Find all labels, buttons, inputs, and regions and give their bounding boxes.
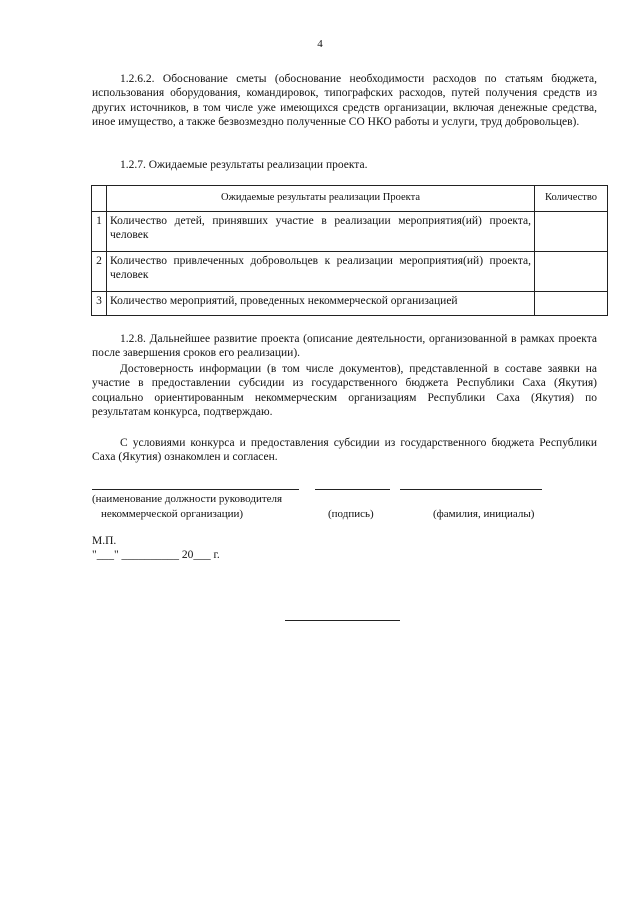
name-caption: (фамилия, инициалы) (433, 508, 535, 520)
section-1-2-7: 1.2.7. Ожидаемые результаты реализации проекта. (120, 159, 368, 171)
section-1-2-8: 1.2.8. Дальнейшее развитие проекта (описание деятельности, организованной в рамках проекта после завершения сроков его реализации). (92, 333, 597, 360)
name-line (400, 489, 542, 490)
position-caption-line2: некоммерческой организации) (101, 508, 244, 520)
row-text: Количество привлеченных добровольцев к реализации мероприятия(ий) проекта, человек (107, 252, 535, 292)
position-line (92, 489, 299, 490)
end-separator (285, 620, 400, 621)
table-header-row (92, 186, 608, 212)
date-line: "___" __________ 20___ г. (92, 549, 220, 561)
table-row (92, 252, 608, 292)
stamp-label: М.П. (92, 535, 117, 547)
results-table (91, 185, 608, 316)
table-row (92, 212, 608, 252)
table-row (92, 292, 608, 316)
row-quantity (535, 252, 608, 292)
header-results: Ожидаемые результаты реализации Проекта (107, 186, 535, 212)
position-caption-line1: (наименование должности руководителя (92, 493, 283, 505)
section-1-2-6-2: 1.2.6.2. Обоснование сметы (обоснование необходимости расходов по статьям бюджета, использования оборудования, командировок, типографских расходов, путей получения средств из других источников, в том числе уже имеющихся средств организации, включая денежные средства, иное имущество, а также безвозмездно полученные СО НКО работы и услуги, труд добровольцев). (92, 73, 597, 129)
page-number: 4 (317, 38, 323, 50)
header-num-cell (92, 186, 107, 212)
row-number: 2 (92, 252, 107, 292)
row-text: Количество детей, принявших участие в реализации мероприятия(ий) проекта, человек (107, 212, 535, 252)
reliability-statement: Достоверность информации (в том числе документов), представленной в составе заявки на участие в предоставлении субсидии из государственного бюджета Республики Саха (Якутия) социально ориентированным некоммерческим организациям Республики Саха (Якутия) по результатам конкурса, подтверждаю. (92, 363, 597, 419)
header-quantity: Количество (535, 186, 608, 212)
row-text: Количество мероприятий, проведенных некоммерческой организацией (107, 292, 535, 316)
agreement-statement: С условиями конкурса и предоставления субсидии из государственного бюджета Республики Саха (Якутия) ознакомлен и согласен. (92, 437, 597, 464)
row-quantity (535, 212, 608, 252)
signature-line (315, 489, 390, 490)
row-quantity (535, 292, 608, 316)
row-number: 1 (92, 212, 107, 252)
signature-caption: (подпись) (328, 508, 374, 520)
row-number: 3 (92, 292, 107, 316)
